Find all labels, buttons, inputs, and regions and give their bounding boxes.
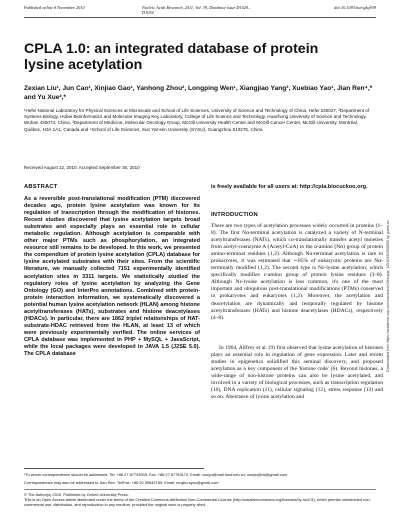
- correspondence-note: *To whom correspondence should be addressed. Tel: +86 27 87793903; Fax: +86 27 87793172; Email: xueyu@mail.hust.edu.cn; xueyu@rsl@gmail.com: [24, 472, 288, 477]
- author-list: Zexian Liu¹, Jun Cao¹, Xinjiao Gao¹, Yanhong Zhou², Longping Wen¹, Xiangjiao Yang³, Xuebiao Yao¹, Jian Ren⁴,* and Yu Xue²,*: [24, 85, 373, 101]
- copyright-rule: [24, 489, 376, 490]
- received-dates: Received August 12, 2010; Accepted September 30, 2010: [24, 165, 140, 170]
- doi: [334, 5, 376, 10]
- doi-text: doi:10.1093/nar/gkq939: [334, 5, 376, 10]
- download-sidebar: [386, 182, 394, 372]
- introduction-heading: INTRODUCTION: [211, 212, 258, 218]
- copyright-line: © The Author(s) 2010. Published by Oxford University Press.: [24, 492, 129, 497]
- correspondence-note-2: Correspondence may also be addressed to Jian Ren. Tel/Fax: +86 20 39943780; Email: renjian.sysu@gmail.com: [24, 480, 219, 485]
- footnote-rule: [24, 468, 204, 469]
- affiliations: ¹Hefei National Laboratory for Physical Sciences at Microscale and School of Life Sciences, University of Science and Technology of China, Hefei 230027, ²Department of Systems Biology, Hubei Bioinformatics and Molecular Imaging Key Laboratory, College of Life Science and Technology, Huazhong University of Science and Technology, Wuhan 430074, China, ³Department of Medicine, Molecular Oncology Group, McGill University Health Center and McGill Cancer Center, McGill University, Montréal, Québec, H3A 1A1, Canada and ⁴School of Life Sciences, Sun Yat-sen University (SYSU), Guangzhou 510275, China: [24, 108, 370, 132]
- paper-title: CPLA 1.0: an integrated database of protein lysine acetylation: [24, 41, 319, 73]
- download-note: Downloaded from https://academic.oup.com/nar/article/39/suppl_1/D1029/2508553 by guest on: [386, 220, 390, 372]
- intro-paragraph-1: There are two types of acetylation processes widely occurred in proteins (1–8). The first Nα-terminal acetylation is catalyzed a variety of N-terminal acetyltransferases (NATs), which co-translationally transfer acetyl moieties from acetyl-coenzyme A (Acetyl-CoA) to the α-amino (Nα) group of protein amino-terminal residues (1,2). Although Nα-terminal acetylation is rare in prokaryotes, it was estimated that ∼85% of eukaryotic proteins are Nα-terminally modified (1,2). The second type is Nε-lysine acetylation, which specifically modifies ε-amino group of protein lysine residues (3–8). Although Nε-lysine acetylation is less common, it's one of the most important and ubiquitous post-translational modifications (PTMs) conserved in prokaryotes and eukaryotes (1,2). Moreover, the acetylation and deacetylation are dynamically and temporally regulated by histone acetyltransferases (HATs) and histone deacetylases (HDACs), respectively (4–8).: [211, 223, 383, 321]
- published-date: Published online 8 November 2010: [24, 5, 85, 10]
- license-text: This is an Open Access article distributed under the terms of the Creative Commons Attribution Non-Commercial License (http://creativecommons.org/licenses/by-nc/2.5), which permits unrestricted non-commercial use, distribution, and reproduction in any medium, provided the original work is properly cited.: [24, 497, 371, 508]
- abstract-heading: ABSTRACT: [24, 184, 58, 190]
- journal-citation: Nucleic Acids Research, 2011, Vol. 39, Database issue D1029–D1034: [142, 5, 251, 15]
- header-rule: [24, 17, 376, 18]
- abstract-text: As a reversible post-translational modification (PTM) discovered decades ago, protein lysine acetylation was known for its regulation of transcription through the modification of histones. Recent studies discovered that lysine acetylation targets broad substrates and especially plays an essential role in cellular metabolic regulation. Although acetylation is comparable with other major PTMs such as phosphorylation, an integrated resource still remains to be developed. In this work, we presented the compendium of protein lysine acetylation (CPLA) database for lysine acetylated substrates with their sites. From the scientific literature, we manually collected 7151 experimentally identified acetylation sites in 3311 targets. We statistically studied the regulatory roles of lysine acetylation by analyzing the Gene Ontology (GO) and InterPro annotations. Combined with protein-protein interaction information, we systematically discovered a potential human lysine acetylation network (HLAN) among histone acetyltransferases (HATs), substrates and histone deacetylases (HDACs). In particular, there are 1862 triplet relationships of HAT-substrate-HDAC retrieved from the HLAN, at least 13 of which were previously experimentally verified. The online services of CPLA database was implemented in PHP + MySQL + JavaScript, while the local packages were developed in JAVA 1.5 (J2SE 5.0). The CPLA database: [24, 196, 200, 358]
- intro-paragraph-2: In 1964, Allfrey et al. (9) first observed that lysine acetylation of histones plays an essential role in regulation of gene expression. Later and recent studies in epigenetics solidified this seminal discovery, and proposed acetylation as a key component of the 'histone code' (6). Beyond histones, a wide-range of non-histone proteins can also be lysine acetylated, and involved in a variety of biological processes, such as transcription regulation (10), DNA replication (11), cellular signaling (12), stress response (13) and so on. Aberrance of lysine acetylation and: [211, 345, 383, 401]
- availability-text: is freely available for all users at: http://cpla.biocuckoo.org.: [211, 184, 368, 190]
